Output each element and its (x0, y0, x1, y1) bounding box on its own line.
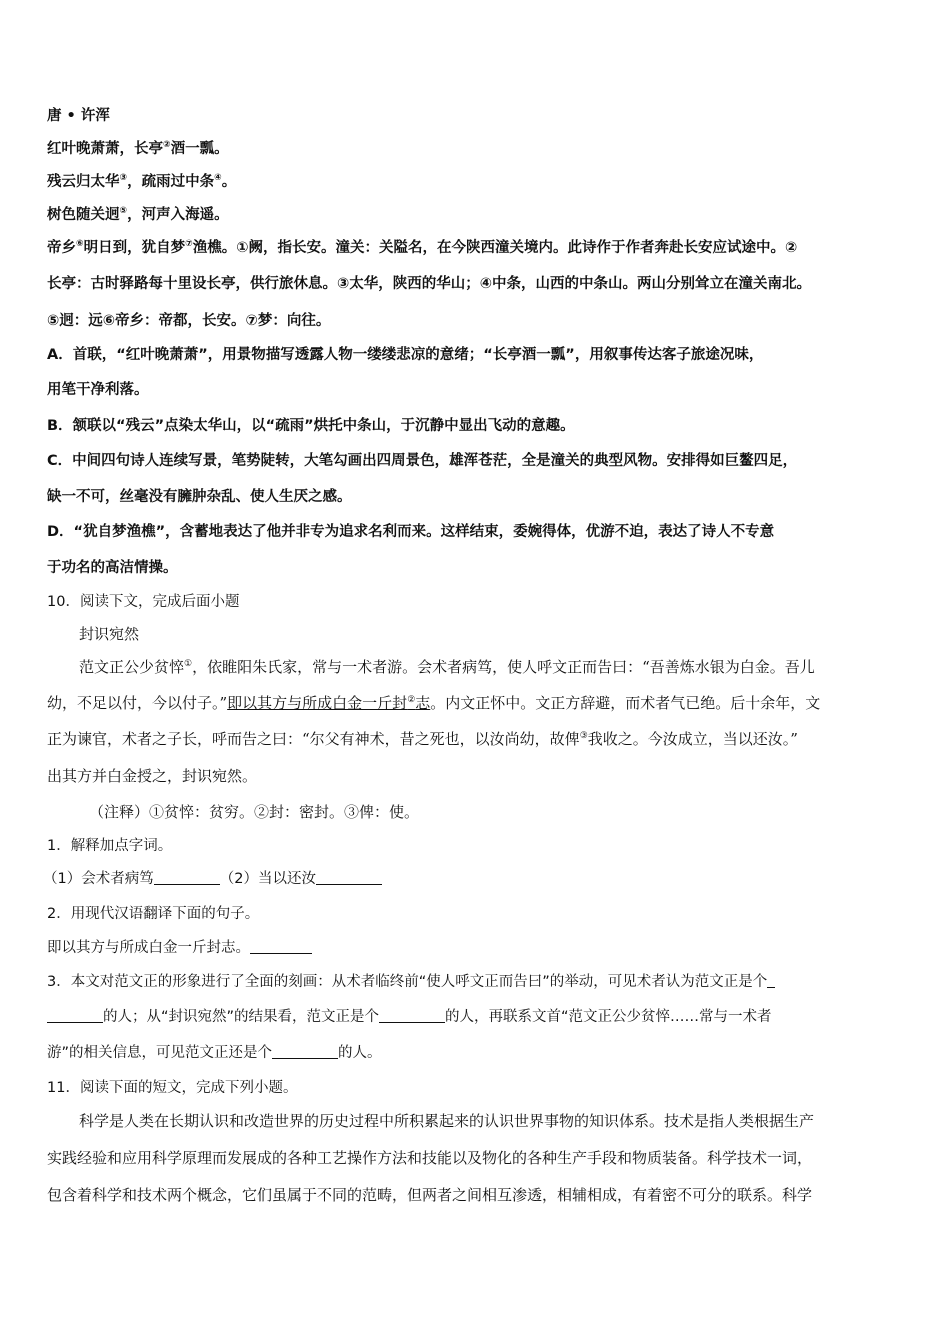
text: ，依睢阳朱氏家，常与一术者游。会术者病笃，使人呼文正而告曰：“吾善炼水银为白金。吾儿 (192, 658, 815, 676)
poem-note-line-5 (47, 272, 811, 293)
answer-blank[interactable] (767, 973, 775, 988)
q10-sub3-line-2 (47, 1005, 772, 1026)
q10-sub1 (47, 834, 172, 855)
poem-line-2 (47, 170, 236, 191)
q11-header (47, 1076, 297, 1097)
author-text: 唐 • 许浑 (47, 108, 110, 124)
text: 的人；从“封识宛然”的结果看，范文正是个 (103, 1009, 380, 1025)
text: （注释）①贫悴：贫穷。②封：密封。③俾：使。 (89, 803, 420, 821)
answer-blank[interactable] (154, 870, 220, 885)
poem-note-line-6 (47, 309, 330, 330)
q11-passage-line-1 (47, 1110, 814, 1131)
text: 即以其方与所成白金一斤封志。 (47, 940, 250, 956)
q10-passage-line-4 (47, 765, 257, 786)
text: 明日到，犹自梦 (83, 240, 186, 256)
text: （2）当以还汝 (219, 871, 316, 887)
text: 科学是人类在长期认识和改造世界的历史过程中所积累起来的认识世界事物的知识体系。技术是指人类根据生产 (79, 1112, 815, 1130)
text: 于功名的高洁情操。 (47, 560, 178, 576)
text: 10．阅读下文，完成后面小题 (47, 594, 240, 610)
text: 缺一不可，丝毫没有臃肿杂乱、使人生厌之感。 (47, 489, 352, 505)
text: 正为谏官，术者之子长，呼而告之曰：“尔父有神术，昔之死也，以汝尚幼，故俾 (47, 730, 580, 748)
footnote-mark: ⑤ (119, 206, 128, 216)
text: 帝乡 (47, 240, 76, 256)
text: 包含着科学和技术两个概念，它们虽属于不同的范畴，但两者之间相互渗透，相辅相成，有着密不可分的联系。科学 (47, 1186, 813, 1204)
answer-blank[interactable] (316, 870, 382, 885)
underlined-sentence (227, 694, 430, 712)
q10-passage-line-2 (47, 692, 820, 713)
q10-sub3-line-3 (47, 1041, 382, 1062)
q10-header (47, 590, 239, 611)
answer-blank[interactable] (47, 1008, 103, 1023)
text: 。内文正怀中。文正方辞避，而术者气已绝。后十余年，文 (430, 694, 821, 712)
text: A．首联，“红叶晚萧萧”，用景物描写透露人物一缕缕悲凉的意绪；“长亭酒一瓢”，用叙事传达客子旅途况味， (47, 347, 764, 363)
q10-sub3-line-1 (47, 970, 775, 991)
text: 的人。 (338, 1045, 382, 1061)
text: C．中间四句诗人连续写景，笔势陡转，大笔勾画出四周景色，雄浑苍茫，全是潼关的典型风物。安排得如巨鳌四足， (47, 453, 798, 469)
answer-blank[interactable] (379, 1008, 445, 1023)
text: 残云归太华 (47, 174, 120, 190)
text: D．“犹自梦渔樵”，含蓄地表达了他并非专为追求名利而来。这样结束，委婉得体，优游不迫，表达了诗人不专意 (47, 524, 775, 540)
text: B．颔联以“残云”点染太华山，以“疏雨”烘托中条山，于沉静中显出飞动的意趣。 (47, 418, 575, 434)
text: 范文正公少贫悴 (79, 658, 185, 676)
text: 的人，再联系文首“范文正公少贫悴……常与一术者 (445, 1009, 772, 1025)
option-d-line-1 (47, 520, 774, 541)
poem-author (47, 104, 110, 125)
q10-title (47, 623, 139, 644)
q10-passage-line-1 (47, 656, 815, 677)
footnote-mark: ④ (214, 173, 222, 183)
option-d-line-2 (47, 556, 178, 577)
q10-sub2-sentence (47, 936, 312, 957)
q11-passage-line-3 (47, 1184, 812, 1205)
text: ⑤迥：远⑥帝乡：帝都，长安。⑦梦：向往。 (47, 313, 331, 329)
text: ，疏雨过中条 (127, 174, 215, 190)
poem-line-1 (47, 137, 229, 158)
q10-sub2 (47, 902, 259, 923)
text: 幼，不足以付，今以付子。” (47, 694, 228, 712)
option-c-line-1 (47, 449, 797, 470)
text: 用笔干净利落。 (47, 382, 149, 398)
text: 3．本文对范文正的形象进行了全面的刻画：从术者临终前“使人呼文正而告曰”的举动，可见术者认为范文正是个 (47, 974, 768, 990)
footnote-mark: ③ (579, 731, 588, 741)
text: 酒一瓢。 (170, 141, 229, 157)
poem-line-4 (47, 236, 797, 257)
poem-line-3 (47, 203, 229, 224)
footnote-mark: ⑥ (76, 239, 84, 249)
text: 即以其方与所成白金一斤封 (227, 694, 408, 712)
text: 游”的相关信息，可见范文正还是个 (47, 1045, 273, 1061)
footnote-mark: ① (184, 659, 193, 669)
footnote-mark: ② (163, 140, 171, 150)
text: 长亭：古时驿路每十里设长亭，供行旅休息。③太华，陕西的华山；④中条，山西的中条山。两山分别耸立在潼关南北。 (47, 276, 812, 292)
q10-passage-line-3 (47, 728, 798, 749)
option-b-line-1 (47, 414, 575, 435)
text: ，河声入海遥。 (127, 207, 229, 223)
text: 红叶晚萧萧，长亭 (47, 141, 163, 157)
text: 志 (415, 694, 431, 712)
option-a-line-2 (47, 378, 149, 399)
footnote-mark: ② (407, 695, 416, 705)
text: 出其方并白金授之，封识宛然。 (47, 767, 258, 785)
text: 树色随关迥 (47, 207, 120, 223)
option-c-line-2 (47, 485, 352, 506)
text: 渔樵。①阙，指长安。潼关：关隘名，在今陕西潼关境内。此诗作于作者奔赴长安应试途中。② (192, 240, 798, 256)
answer-blank[interactable] (250, 939, 312, 954)
footnote-mark: ⑦ (185, 239, 193, 249)
text: 11．阅读下面的短文，完成下列小题。 (47, 1080, 298, 1096)
text: 封识宛然 (79, 625, 140, 643)
text: 我收之。今汝成立，当以还汝。” (587, 730, 798, 748)
text: 。 (221, 174, 237, 190)
answer-blank[interactable] (272, 1044, 338, 1059)
option-a-line-1 (47, 343, 763, 364)
q10-sub1-items (43, 867, 382, 888)
text: 2．用现代汉语翻译下面的句子。 (47, 906, 260, 922)
footnote-mark: ③ (119, 173, 128, 183)
text: 1．解释加点字词。 (47, 838, 173, 854)
q10-note (47, 801, 419, 822)
text: 实践经验和应用科学原理而发展成的各种工艺操作方法和技能以及物化的各种生产手段和物质装备。科学技术一词， (47, 1149, 813, 1167)
q11-passage-line-2 (47, 1147, 812, 1168)
text: （1）会术者病笃 (43, 871, 154, 887)
